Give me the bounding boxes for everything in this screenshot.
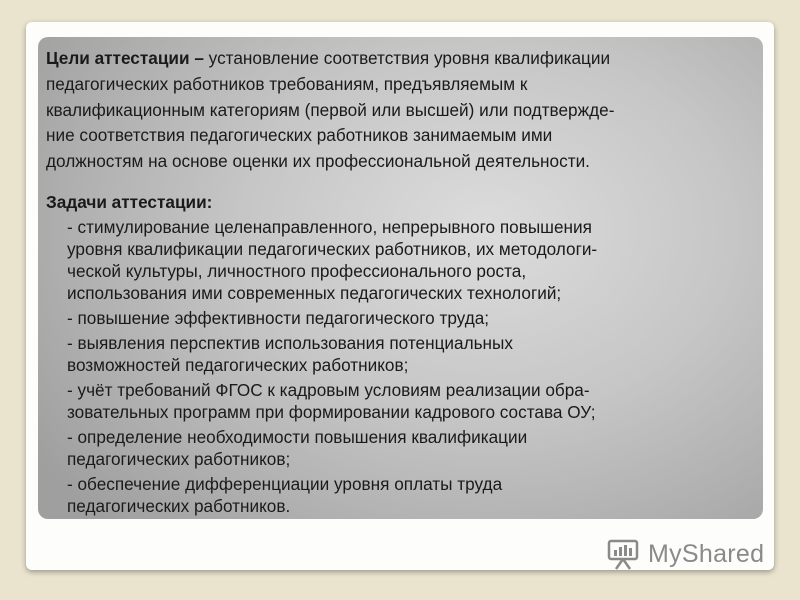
goals-line: ние соответствия педагогических работников занимаемым ими xyxy=(46,125,553,146)
task-item xyxy=(67,332,768,376)
task-line: педагогических работников; xyxy=(67,448,291,469)
myshared-logo-icon xyxy=(606,537,642,571)
goals-line: педагогических работников требованиям, предъявляемым к xyxy=(46,73,528,94)
task-item xyxy=(67,473,768,517)
goals-line: квалификационным категориям (первой или высшей) или подтвержде- xyxy=(46,99,615,120)
task-line: уровня квалификации педагогических работников, их методологи- xyxy=(67,238,598,259)
tasks-heading: Задачи аттестации: xyxy=(46,191,213,212)
task-line: - выявления перспектив использования потенциальных xyxy=(67,332,513,353)
task-item xyxy=(67,426,768,470)
task-line: - стимулирование целенаправленного, непрерывного повышения xyxy=(67,216,592,237)
goals-heading: Цели аттестации – xyxy=(46,48,204,68)
task-line: педагогических работников. xyxy=(67,495,291,516)
tasks-list xyxy=(67,216,768,517)
watermark-text: MyShared xyxy=(648,539,765,568)
goals-line: должностям на основе оценки их профессиональной деятельности. xyxy=(46,151,590,172)
goals-paragraph xyxy=(46,46,768,175)
task-line: возможностей педагогических работников; xyxy=(67,354,409,375)
task-line: - учёт требований ФГОС к кадровым условиям реализации обра- xyxy=(67,379,590,400)
task-line: - определение необходимости повышения квалификации xyxy=(67,426,528,447)
task-line: использования ими современных педагогических технологий; xyxy=(67,282,562,303)
task-item xyxy=(67,307,768,329)
slide-text xyxy=(46,46,768,520)
task-line: ческой культуры, личностного профессионального роста, xyxy=(67,260,527,281)
task-item xyxy=(67,216,768,304)
task-item xyxy=(67,379,768,423)
task-line: зовательных программ при формировании кадрового состава ОУ; xyxy=(67,401,596,422)
goals-line: Цели аттестации – установление соответствия уровня квалификации xyxy=(46,48,611,68)
task-line: - обеспечение дифференциации уровня оплаты труда xyxy=(67,473,503,494)
task-line: - повышение эффективности педагогического труда; xyxy=(67,307,490,328)
myshared-watermark[interactable] xyxy=(606,537,764,571)
